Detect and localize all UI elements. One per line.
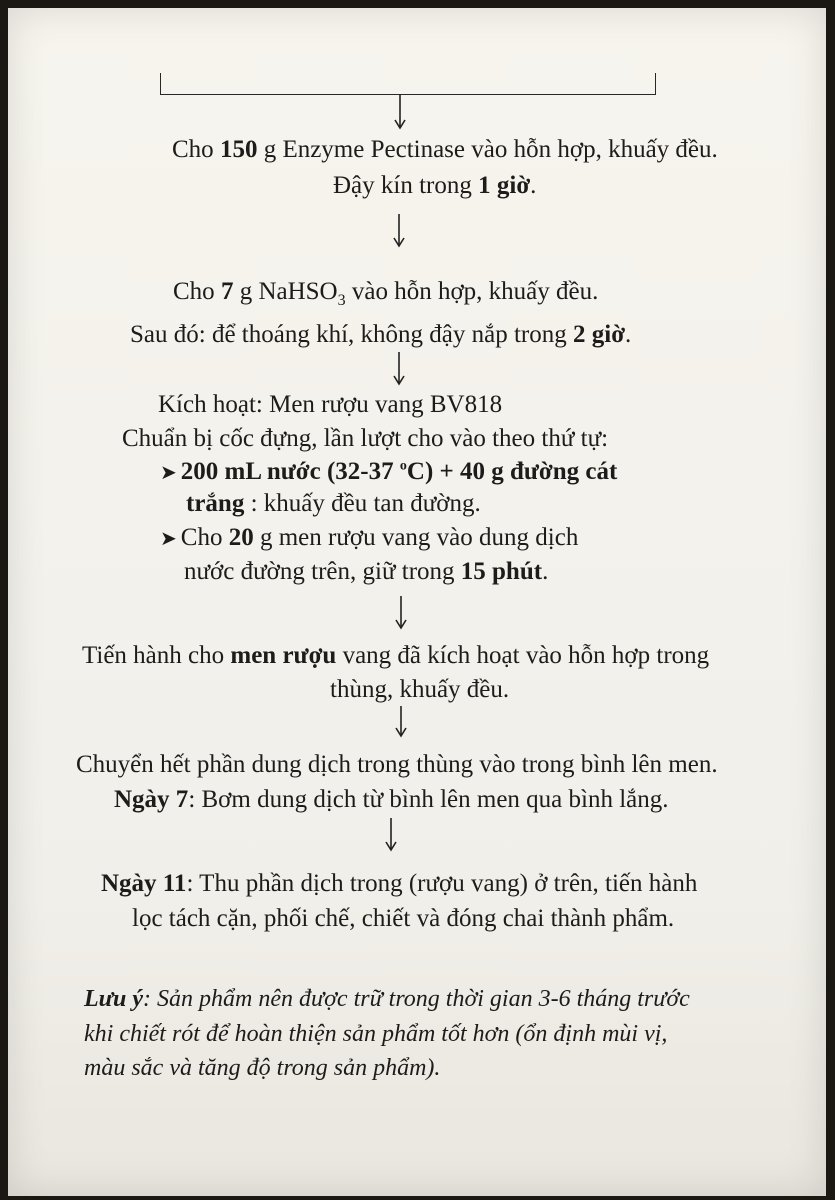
step3-bullet2: ➤ Cho 20 g men rượu vang vào dung dịch: [160, 524, 579, 551]
step3-heading: Kích hoạt: Men rượu vang BV818: [158, 391, 503, 418]
step5-line2: Ngày 7: Bơm dung dịch từ bình lên men qua bình lắng.: [114, 786, 669, 813]
down-arrow-icon: [383, 818, 399, 852]
down-arrow-icon: [391, 352, 407, 386]
step3-bullet1-cont: trắng : khuấy đều tan đường.: [186, 490, 481, 517]
step3-intro: Chuẩn bị cốc đựng, lần lượt cho vào theo thứ tự:: [122, 425, 609, 452]
step5-line1: Chuyển hết phần dung dịch trong thùng vào trong bình lên men.: [76, 751, 718, 778]
step1-line1: Cho 150 g Enzyme Pectinase vào hỗn hợp, khuấy đều.: [172, 136, 718, 163]
merge-bracket: [160, 73, 656, 95]
down-arrow-icon: [393, 706, 409, 738]
down-arrow-icon: [392, 94, 408, 130]
step6-line2: lọc tách cặn, phối chế, chiết và đóng chai thành phẩm.: [132, 905, 675, 932]
step4-line1: Tiến hành cho men rượu vang đã kích hoạt vào hỗn hợp trong: [82, 642, 710, 669]
step2-line1: Cho 7 g NaHSO$_3$ vào hỗn hợp, khuấy đều.: [173, 278, 599, 309]
down-arrow-icon: [393, 596, 409, 630]
down-arrow-icon: [391, 214, 407, 248]
step1-line2: Đậy kín trong 1 giờ.: [333, 172, 537, 199]
step2-line2: Sau đó: để thoáng khí, không đậy nắp trong 2 giờ.: [130, 321, 632, 348]
step3-bullet1: ➤ 200 mL nước (32-37 $^o$C) + 40 g đường cát: [160, 458, 618, 485]
note-line1: Lưu ý: Sản phẩm nên được trữ trong thời gian 3-6 tháng trước: [84, 986, 690, 1012]
note-line2: khi chiết rót để hoàn thiện sản phẩm tốt hơn (ổn định mùi vị,: [84, 1021, 668, 1047]
step4-line2: thùng, khuấy đều.: [330, 676, 510, 703]
arrow-bullet-icon: ➤: [160, 462, 177, 484]
arrow-bullet-icon: ➤: [160, 528, 177, 550]
step6-line1: Ngày 11: Thu phần dịch trong (rượu vang) ở trên, tiến hành: [101, 870, 698, 897]
note-line3: màu sắc và tăng độ trong sản phẩm).: [84, 1055, 441, 1081]
step3-bullet2-cont: nước đường trên, giữ trong 15 phút.: [184, 558, 549, 585]
